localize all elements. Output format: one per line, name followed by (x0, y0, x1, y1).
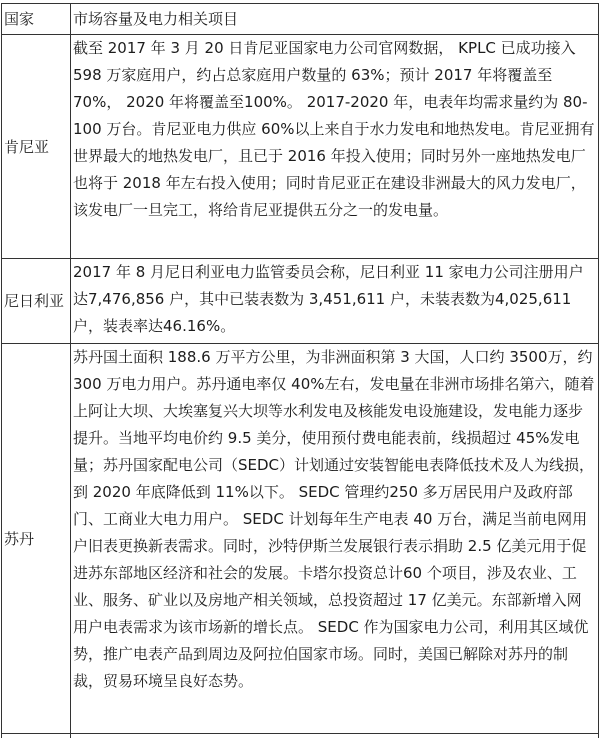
country-label-nigeria: 尼日利亚 (2, 259, 71, 344)
country-label-kenya: 肯尼亚 (2, 35, 71, 259)
header-cell-description: 市场容量及电力相关项目 (71, 4, 599, 35)
table-row-partial (2, 734, 599, 738)
description-nigeria: 2017 年 8 月尼日利亚电力监管委员会称，尼日利亚 11 家电力公司注册用户达7,476,856 户，其中已装表数为 3,451,611 户，未装表数为4,025,611 户，装表率达46.16%。 (71, 259, 599, 344)
country-cell-empty (2, 734, 71, 738)
description-cell-empty (71, 734, 599, 738)
market-capacity-table (1, 3, 599, 738)
table-row-sudan (2, 344, 599, 734)
country-label-sudan: 苏丹 (2, 344, 71, 734)
table-row-nigeria (2, 259, 599, 344)
description-kenya: 截至 2017 年 3 月 20 日肯尼亚国家电力公司官网数据， KPLC 已成功接入 598 万家庭用户，约占总家庭用户数量的 63%；预计 2017 年将覆盖至 70%， 2020 年将覆盖至100%。 2017-2020 年，电表年均需求量约为 80-100 万台。肯尼亚电力供应 60%以上来自于水力发电和地热发电。肯尼亚拥有世界最大的地热发电厂，且已于 2016 年投入使用；同时另外一座地热发电厂也将于 2018 年左右投入使用；同时肯尼亚正在建设非洲最大的风力发电厂，该发电厂一旦完工，将给肯尼亚提供五分之一的发电量。 (71, 35, 599, 259)
description-sudan: 苏丹国土面积 188.6 万平方公里，为非洲面积第 3 大国，人口约 3500万，约 300 万电力用户。苏丹通电率仅 40%左右，发电量在非洲市场排名第六，随着上阿让大坝、大埃塞复兴大坝等水利发电及核能发电设施建设，发电能力逐步提升。当地平均电价约 9.5 美分，使用预付费电能表前，线损超过 45%发电量；苏丹国家配电公司（SEDC）计划通过安装智能电表降低技术及人为线损，到 2020 年底降低到 11%以下。 SEDC 管理约250 多万居民用户及政府部门、工商业大电力用户。 SEDC 计划每年生产电表 40 万台，满足当前电网用户旧表更换新表需求。同时，沙特伊斯兰发展银行表示捐助 2.5 亿美元用于促进苏东部地区经济和社会的发展。卡塔尔投资总计60 个项目，涉及农业、工业、服务、矿业以及房地产相关领域，总投资超过 17 亿美元。东部新增入网用户电表需求为该市场新的增长点。 SEDC 作为国家电力公司，利用其区域优势，推广电表产品到周边及阿拉伯国家市场。同时，美国已解除对苏丹的制裁，贸易环境呈良好态势。 (71, 344, 599, 734)
table-row-kenya (2, 35, 599, 259)
table-header-row (2, 4, 599, 35)
header-cell-country: 国家 (2, 4, 71, 35)
